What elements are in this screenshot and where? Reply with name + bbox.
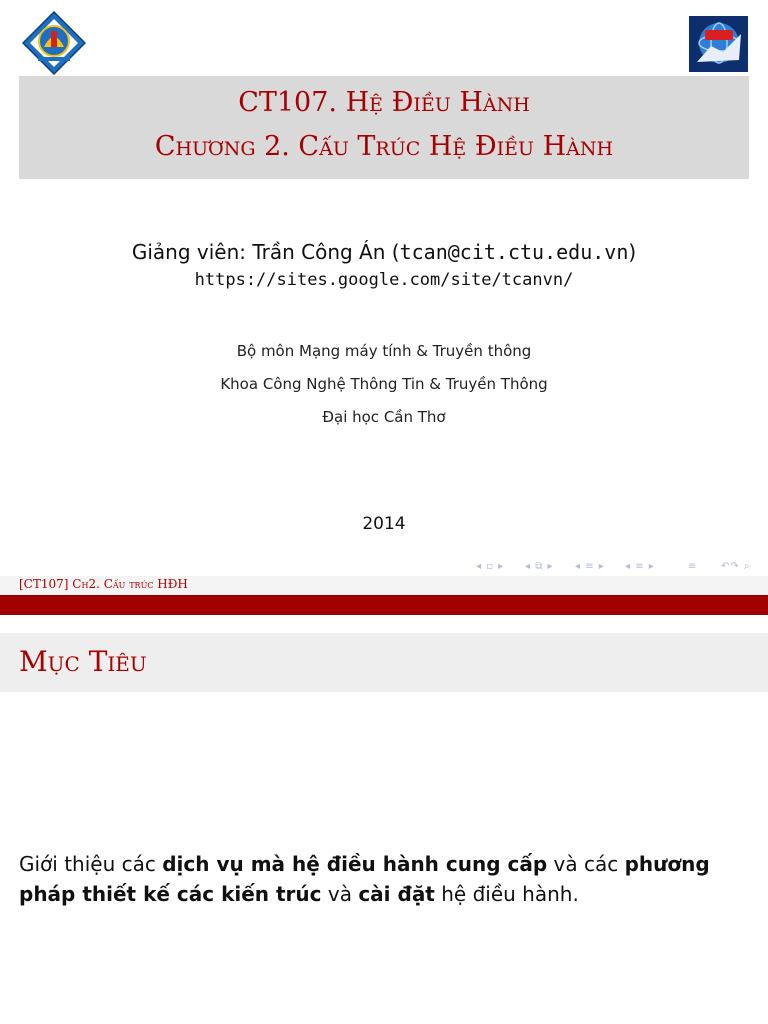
- frame-title-box: [0, 633, 768, 692]
- department-text: Bộ môn Mạng máy tính & Truyền thông: [236, 342, 532, 360]
- nav-toc-icon[interactable]: ≡: [688, 561, 698, 572]
- body-text-1: Giới thiệu các: [19, 852, 163, 876]
- lecturer-label: Giảng viên: Trần Công Án (: [131, 240, 400, 264]
- header-course-code: [CT107]: [19, 577, 73, 591]
- slide-header: [0, 576, 768, 595]
- title-box: [19, 76, 749, 179]
- university-text: Đại học Cần Thơ: [322, 408, 446, 426]
- body-text-4: hệ điều hành.: [434, 882, 579, 906]
- nav-section-icon[interactable]: ◂ ≡ ▸: [575, 561, 605, 572]
- chapter-title: Chương 2. Cấu Trúc Hệ Điều Hành: [154, 131, 614, 162]
- objective-text: [19, 849, 754, 909]
- header-chapter: Ch2. Cấu trúc HĐH: [72, 577, 188, 591]
- body-text-2: và các: [547, 852, 625, 876]
- ctu-logo-icon: [22, 11, 86, 75]
- body-text-3: và: [321, 882, 359, 906]
- lecturer-website-link[interactable]: https://sites.google.com/site/tcanvn/: [194, 270, 574, 290]
- body-bold-design: phương pháp thiết kế các kiến trúc: [19, 852, 710, 906]
- course-title: CT107. Hệ Điều Hành: [238, 87, 530, 118]
- year-text: 2014: [362, 514, 406, 534]
- nav-search-icon[interactable]: ↶↷ ⌕: [721, 561, 751, 572]
- header-bar: [0, 595, 768, 615]
- frame-title: Mục Tiêu: [19, 645, 147, 678]
- header-text: [19, 577, 188, 591]
- body-bold-implementation: cài đặt: [358, 882, 435, 906]
- lecturer-line: [0, 240, 768, 264]
- lecturer-suffix: ): [628, 240, 637, 264]
- body-bold-services: dịch vụ mà hệ điều hành cung cấp: [162, 852, 548, 876]
- cict-logo-icon: [689, 16, 748, 72]
- objectives-slide: [0, 576, 768, 1024]
- faculty-text: Khoa Công Nghệ Thông Tin & Truyền Thông: [220, 375, 548, 393]
- nav-subsection-icon[interactable]: ◂ ⧉ ▸: [525, 561, 554, 572]
- nav-frame-icon[interactable]: ◂ ▫ ▸: [476, 561, 505, 572]
- nav-part-icon[interactable]: ◂ ≡ ▸: [625, 561, 655, 572]
- lecturer-email[interactable]: tcan@cit.ctu.edu.vn: [399, 240, 629, 264]
